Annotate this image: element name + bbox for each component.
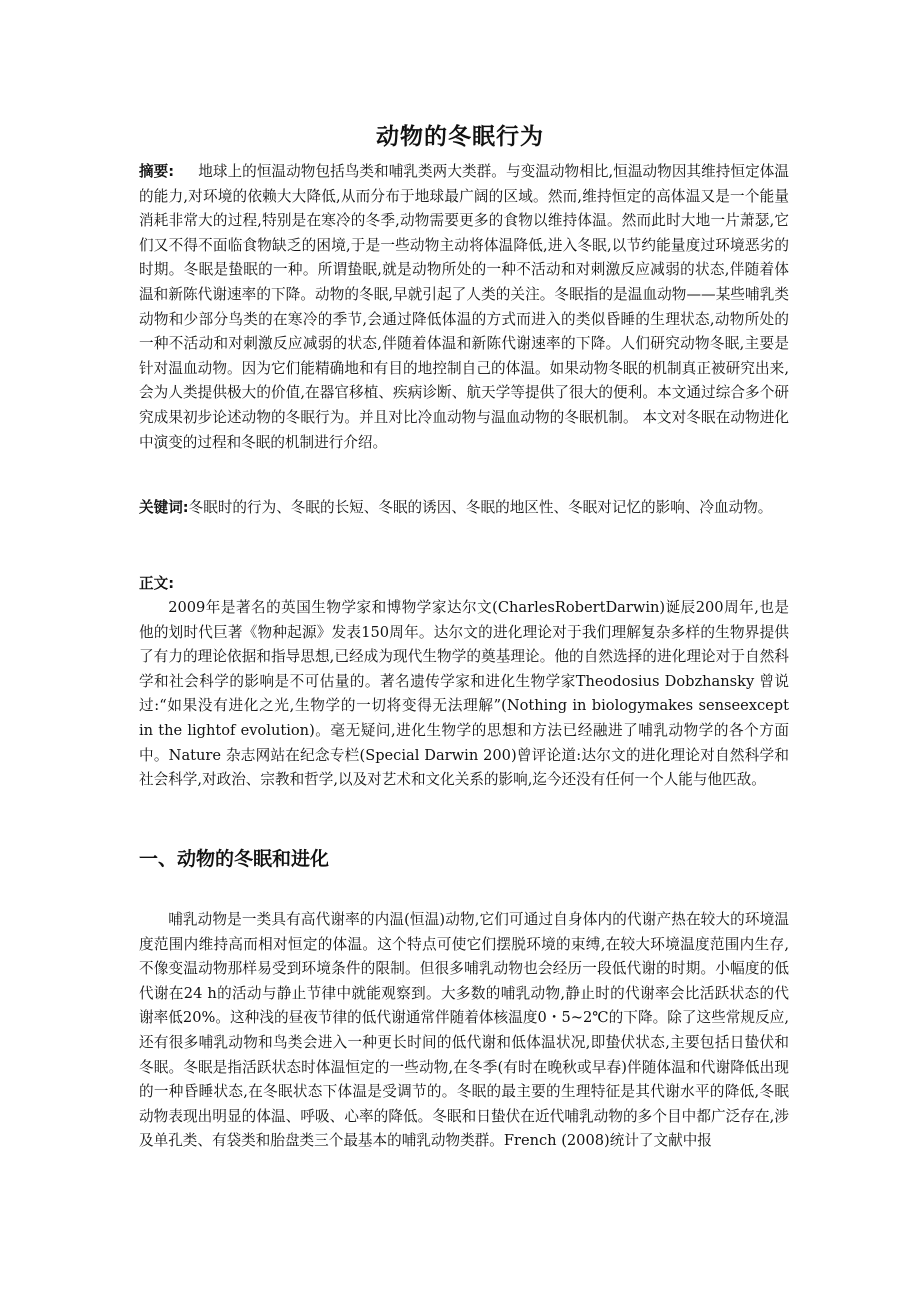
abstract-text: 地球上的恒温动物包括鸟类和哺乳类两大类群。与变温动物相比,恒温动物因其维持恒定体温的能力,对环境的依赖大大降低,从而分布于地球最广阔的区域。然而,维持恒定的高体温又是一个能量消耗非常大的过程,特别是在寒冷的冬季,动物需要更多的食物以维持体温。然而此时大地一片萧瑟,它们又不得不面临食物缺乏的困境,于是一些动物主动将体温降低,进入冬眠,以节约能量度过环境恶劣的时期。冬眠是蛰眠的一种。所谓蛰眠,就是动物所处的一种不活动和对刺激反应减弱的状态,伴随着体温和新陈代谢速率的下降。动物的冬眠,早就引起了人类的关注。冬眠指的是温血动物——某些哺乳类动物和少部分鸟类的在寒冷的季节,会通过降低体温的方式而进入的类似昏睡的生理状态,动物所处的一种不活动和对刺激反应减弱的状态,伴随着体温和新陈代谢速率的下降。人们研究动物冬眠,主要是针对温血动物。因为它们能精确地和有目的地控制自己的体温。如果动物冬眠的机制真正被研究出来,会为人类提供极大的价值,在器官移植、疾病诊断、航天学等提供了很大的便利。本文通过综合多个研究成果初步论述动物的冬眠行为。并且对比冷血动物与温血动物的冬眠机制。 本文对冬眠在动物进化中演变的过程和冬眠的机制进行介绍。 [139,163,789,451]
body-label: 正文: [139,575,175,592]
section-heading: 一、动物的冬眠和进化 [139,848,330,870]
document-title: 动物的冬眠行为 [376,124,544,150]
abstract-label: 摘要: [139,163,175,180]
section-paragraph: 哺乳动物是一类具有高代谢率的内温(恒温)动物,它们可通过自身体内的代谢产热在较大的环境温度范围内维持高而相对恒定的体温。这个特点可使它们摆脱环境的束缚,在较大环境温度范围内生存,不像变温动物那样易受到环境条件的限制。但很多哺乳动物也会经历一段低代谢的时期。小幅度的低代谢在24 h的活动与静止节律中就能观察到。大多数的哺乳动物,静止时的代谢率会比活跃状态的代谢率低20%。这种浅的昼夜节律的低代谢通常伴随着体核温度0・5~2℃的下降。除了这些常规反应,还有很多哺乳动物和鸟类会进入一种更长时间的低代谢和低体温状况,即蛰伏状态,主要包括日蛰伏和冬眠。冬眠是指活跃状态时体温恒定的一些动物,在冬季(有时在晚秋或早春)伴随体温和代谢降低出现的一种昏睡状态,在冬眠状态下体温是受调节的。冬眠的最主要的生理特征是其代谢水平的降低,冬眠动物表现出明显的体温、呼吸、心率的降低。冬眠和日蛰伏在近代哺乳动物的多个目中都广泛存在,涉及单孔类、有袋类和胎盘类三个最基本的哺乳动物类群。French (2008)统计了文献中报 [139,911,789,1150]
keywords-paragraph [139,496,789,521]
keywords-label: 关键词: [139,499,189,516]
abstract-paragraph [139,160,789,455]
keywords-text: 冬眠时的行为、冬眠的长短、冬眠的诱因、冬眠的地区性、冬眠对记忆的影响、冷血动物。 [188,499,773,516]
intro-paragraph: 2009年是著名的英国生物学家和博物学家达尔文(CharlesRobertDarwin)诞辰200周年,也是他的划时代巨著《物种起源》发表150周年。达尔文的进化理论对于我们理解复杂多样的生物界提供了有力的理论依据和指导思想,已经成为现代生物学的奠基理论。他的自然选择的进化理论对于自然科学和社会科学的影响是不可估量的。著名遗传学家和进化生物学家Theodosius Dobzhansky 曾说过:“如果没有进化之光,生物学的一切将变得无法理解”(Nothing in biologymakes senseexcept in the lightof evolution)。毫无疑问,进化生物学的思想和方法已经融进了哺乳动物学的各个方面中。Nature 杂志网站在纪念专栏(Special Darwin 200)曾评论道:达尔文的进化理论对自然科学和社会科学,对政治、宗教和哲学,以及对艺术和文化关系的影响,迄今还没有任何一个人能与他匹敌。 [139,599,789,789]
